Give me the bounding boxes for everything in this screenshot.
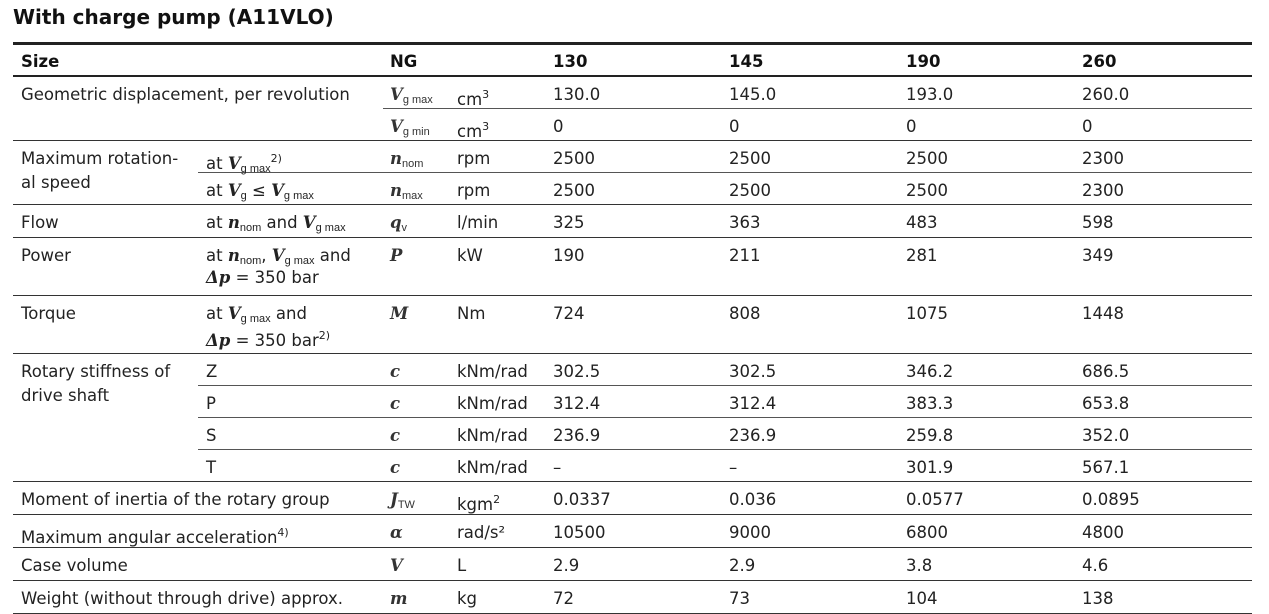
condition: at $V_{g max}^{2)}$ — [206, 152, 282, 175]
flow-label: Flow — [21, 213, 59, 232]
value: 0.0577 — [906, 490, 964, 509]
row-power — [13, 238, 1252, 296]
condition-line-2: Δp = 350 bar — [206, 268, 319, 287]
case-volume-label: Case volume — [21, 556, 128, 575]
value: 363 — [729, 213, 761, 232]
condition-line-1: at $n_{nom}$, $V_{g max}$ and — [206, 246, 351, 267]
unit: Nm — [457, 304, 486, 323]
row-angular-acceleration — [13, 515, 1252, 548]
unit: kNm/rad — [457, 426, 528, 445]
value: 4.6 — [1082, 556, 1109, 575]
value: 2500 — [906, 149, 948, 168]
shaft-type: Z — [206, 362, 218, 381]
table-row — [13, 173, 1252, 204]
condition-line-1: at $V_{g max}$ and — [206, 304, 307, 325]
value: 312.4 — [729, 394, 777, 413]
p-symbol: P — [390, 246, 403, 265]
value: 724 — [553, 304, 585, 323]
row-flow — [13, 205, 1252, 238]
geometric-label: Geometric displacement, per revolution — [21, 85, 350, 104]
rotational-label-2: al speed — [21, 173, 91, 192]
value: – — [729, 458, 738, 477]
value: 145.0 — [729, 85, 777, 104]
unit: l/min — [457, 213, 499, 232]
table-row — [13, 354, 1252, 385]
condition: at $n_{nom}$ and $V_{g max}$ — [206, 213, 346, 234]
specifications-table — [13, 42, 1252, 614]
c-symbol: c — [390, 394, 401, 413]
c-symbol: c — [390, 458, 401, 477]
value: 4800 — [1082, 523, 1124, 542]
table-row — [13, 141, 1252, 175]
value: 193.0 — [906, 85, 954, 104]
table-row — [13, 109, 1252, 140]
unit: rpm — [457, 149, 491, 168]
value: 138 — [1082, 589, 1114, 608]
value: 1448 — [1082, 304, 1124, 323]
shaft-type: S — [206, 426, 217, 445]
row-case-volume — [13, 548, 1252, 581]
value: 2500 — [729, 149, 771, 168]
value: 653.8 — [1082, 394, 1130, 413]
vgmin-symbol: $V_{g min}$ — [390, 117, 430, 138]
shaft-type: T — [206, 458, 217, 477]
stiffness-label-2: drive shaft — [21, 386, 110, 405]
header-size: Size — [21, 52, 60, 71]
value: 349 — [1082, 246, 1114, 265]
header-size-260: 260 — [1082, 52, 1117, 71]
header-size-190: 190 — [906, 52, 941, 71]
m-symbol: M — [390, 304, 409, 323]
value: – — [553, 458, 562, 477]
value: 346.2 — [906, 362, 954, 381]
value: 0.0895 — [1082, 490, 1140, 509]
jtw-symbol: $J_{TW}$ — [390, 490, 415, 511]
value: 73 — [729, 589, 750, 608]
n-max-symbol: $n_{max}$ — [390, 181, 423, 202]
value: 302.5 — [729, 362, 777, 381]
value: 236.9 — [553, 426, 601, 445]
c-symbol: c — [390, 362, 401, 381]
unit: kW — [457, 246, 483, 265]
shaft-type: P — [206, 394, 216, 413]
unit: $cm^3$ — [457, 120, 490, 141]
value: 598 — [1082, 213, 1114, 232]
value: 483 — [906, 213, 938, 232]
condition: at $V_g \le V_{g max}$ — [206, 181, 314, 202]
vgmax-symbol: $V_{g max}$ — [390, 85, 433, 106]
value: 2300 — [1082, 181, 1124, 200]
unit: $cm^3$ — [457, 88, 490, 109]
row-moment-of-inertia — [13, 482, 1252, 515]
value: 3.8 — [906, 556, 933, 575]
value: 2500 — [906, 181, 948, 200]
value: 301.9 — [906, 458, 954, 477]
v-symbol: V — [390, 556, 403, 575]
stiffness-label-1: Rotary stiffness of — [21, 362, 171, 381]
value: 72 — [553, 589, 574, 608]
header-size-145: 145 — [729, 52, 764, 71]
unit: rad/s² — [457, 523, 506, 542]
value: 104 — [906, 589, 938, 608]
value: 2500 — [553, 149, 595, 168]
value: 259.8 — [906, 426, 954, 445]
value: 9000 — [729, 523, 771, 542]
value: 0 — [906, 117, 917, 136]
angular-label: Maximum angular acceleration$^{4)}$ — [21, 526, 289, 547]
value: 302.5 — [553, 362, 601, 381]
value: 325 — [553, 213, 585, 232]
value: 6800 — [906, 523, 948, 542]
value: 2.9 — [729, 556, 756, 575]
power-label: Power — [21, 246, 71, 265]
value: 236.9 — [729, 426, 777, 445]
weight-label: Weight (without through drive) approx. — [21, 589, 344, 608]
value: 383.3 — [906, 394, 954, 413]
row-weight — [13, 581, 1252, 614]
value: 260.0 — [1082, 85, 1130, 104]
value: 686.5 — [1082, 362, 1130, 381]
value: 567.1 — [1082, 458, 1130, 477]
qv-symbol: $q_v$ — [390, 213, 408, 234]
condition-line-2: Δp = 350 bar$^{2)}$ — [206, 329, 331, 350]
n-nom-symbol: $n_{nom}$ — [390, 149, 424, 170]
value: 808 — [729, 304, 761, 323]
value: 0.036 — [729, 490, 777, 509]
row-rotary-stiffness — [13, 354, 1252, 482]
value: 281 — [906, 246, 938, 265]
m-symbol: m — [390, 589, 408, 608]
row-torque — [13, 296, 1252, 354]
unit: kNm/rad — [457, 458, 528, 477]
table-row — [13, 386, 1252, 417]
value: 1075 — [906, 304, 948, 323]
value: 0 — [1082, 117, 1093, 136]
unit: kg — [457, 589, 478, 608]
row-rotational-speed — [13, 141, 1252, 205]
unit: kgm$^2$ — [457, 493, 501, 514]
header-size-130: 130 — [553, 52, 588, 71]
unit: rpm — [457, 181, 491, 200]
value: 10500 — [553, 523, 606, 542]
unit: L — [457, 556, 467, 575]
value: 190 — [553, 246, 585, 265]
table-row — [13, 77, 1252, 108]
value: 0.0337 — [553, 490, 611, 509]
row-geometric-displacement — [13, 77, 1252, 141]
value: 130.0 — [553, 85, 601, 104]
header-ng: NG — [390, 52, 418, 71]
c-symbol: c — [390, 426, 401, 445]
torque-label: Torque — [21, 304, 76, 323]
table-row — [13, 418, 1252, 449]
table-title: With charge pump (A11VLO) — [13, 5, 334, 29]
value: 2500 — [553, 181, 595, 200]
value: 211 — [729, 246, 761, 265]
unit: kNm/rad — [457, 362, 528, 381]
table-header-row — [13, 45, 1252, 77]
rotational-label-1: Maximum rotation- — [21, 149, 179, 168]
alpha-symbol: α — [390, 523, 403, 542]
value: 0 — [729, 117, 740, 136]
value: 2500 — [729, 181, 771, 200]
value: 312.4 — [553, 394, 601, 413]
unit: kNm/rad — [457, 394, 528, 413]
value: 0 — [553, 117, 564, 136]
table-row — [13, 450, 1252, 481]
inertia-label: Moment of inertia of the rotary group — [21, 490, 330, 509]
value: 2.9 — [553, 556, 580, 575]
value: 2300 — [1082, 149, 1124, 168]
value: 352.0 — [1082, 426, 1130, 445]
